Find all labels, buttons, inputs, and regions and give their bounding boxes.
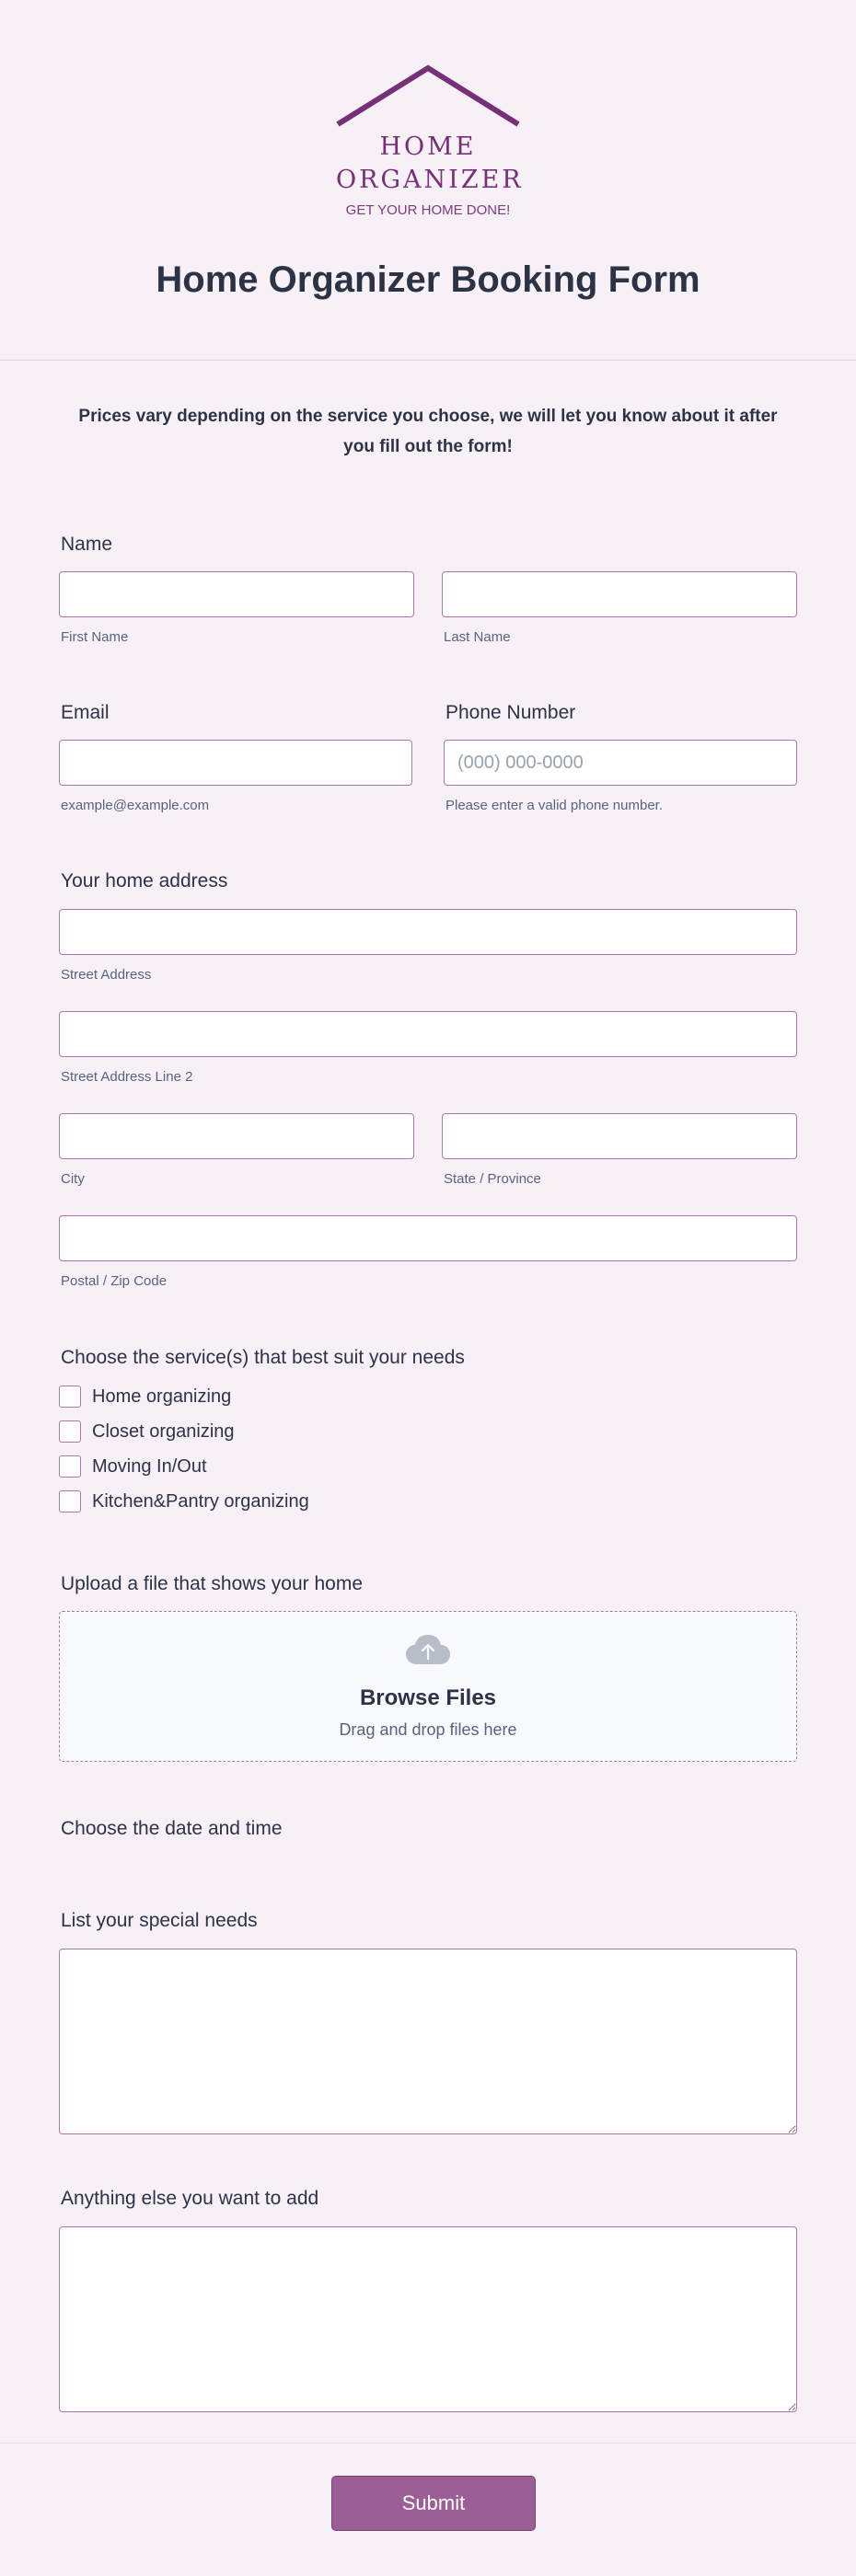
submit-button[interactable]: Submit <box>331 2476 536 2531</box>
logo-line-2: ORGANIZER <box>336 166 524 194</box>
service-option-label: Home organizing <box>92 1386 232 1407</box>
city-sublabel: City <box>61 1171 85 1187</box>
checkbox[interactable] <box>59 1455 81 1478</box>
intro-text: Prices vary depending on the service you choose, we will let you know about it after you fill out the form! <box>78 407 778 456</box>
cloud-upload-icon <box>405 1634 451 1665</box>
street-address-2-sublabel: Street Address Line 2 <box>61 1069 193 1085</box>
datetime-label: Choose the date and time <box>61 1818 283 1839</box>
checkbox[interactable] <box>59 1420 81 1443</box>
first-name-sublabel: First Name <box>61 629 129 645</box>
services-label: Choose the service(s) that best suit your needs <box>61 1347 465 1368</box>
phone-sublabel: Please enter a valid phone number. <box>445 798 663 813</box>
email-label: Email <box>61 702 110 723</box>
form-header <box>0 0 856 361</box>
upload-label: Upload a file that shows your home <box>61 1573 364 1594</box>
first-name-input[interactable] <box>59 571 414 617</box>
name-label: Name <box>61 534 113 555</box>
logo-text <box>336 131 524 197</box>
browse-files-button[interactable]: Browse Files <box>359 1685 497 1710</box>
service-option-closet-organizing[interactable] <box>59 1420 235 1443</box>
service-option-label: Closet organizing <box>92 1420 235 1442</box>
service-option-label: Moving In/Out <box>92 1455 207 1477</box>
last-name-input[interactable] <box>442 571 797 617</box>
anything-else-label: Anything else you want to add <box>61 2188 319 2209</box>
street-address-2-input[interactable] <box>59 1011 797 1057</box>
phone-input[interactable] <box>444 740 797 786</box>
state-input[interactable] <box>442 1113 797 1159</box>
page-title: Home Organizer Booking Form <box>156 259 700 300</box>
street-address-sublabel: Street Address <box>61 967 152 983</box>
checkbox[interactable] <box>59 1490 81 1512</box>
checkbox[interactable] <box>59 1386 81 1408</box>
phone-label: Phone Number <box>445 702 576 723</box>
service-option-home-organizing[interactable] <box>59 1386 231 1408</box>
state-sublabel: State / Province <box>444 1171 541 1187</box>
email-input[interactable] <box>59 740 412 786</box>
address-label: Your home address <box>61 870 228 891</box>
drop-hint: Drag and drop files here <box>339 1720 517 1739</box>
logo-tagline: GET YOUR HOME DONE! <box>345 202 511 218</box>
file-dropzone[interactable] <box>59 1611 797 1762</box>
last-name-sublabel: Last Name <box>444 629 511 645</box>
email-sublabel: example@example.com <box>61 798 210 813</box>
special-needs-label: List your special needs <box>61 1910 258 1931</box>
city-input[interactable] <box>59 1113 414 1159</box>
roof-icon <box>336 64 520 129</box>
service-option-label: Kitchen&Pantry organizing <box>92 1490 309 1512</box>
zip-input[interactable] <box>59 1215 797 1261</box>
service-option-moving[interactable] <box>59 1455 207 1478</box>
anything-else-textarea[interactable] <box>59 2226 797 2412</box>
logo-line-1: HOME <box>379 132 477 161</box>
special-needs-textarea[interactable] <box>59 1949 797 2134</box>
service-option-kitchen-pantry[interactable] <box>59 1490 309 1512</box>
street-address-input[interactable] <box>59 909 797 955</box>
zip-sublabel: Postal / Zip Code <box>61 1273 168 1289</box>
